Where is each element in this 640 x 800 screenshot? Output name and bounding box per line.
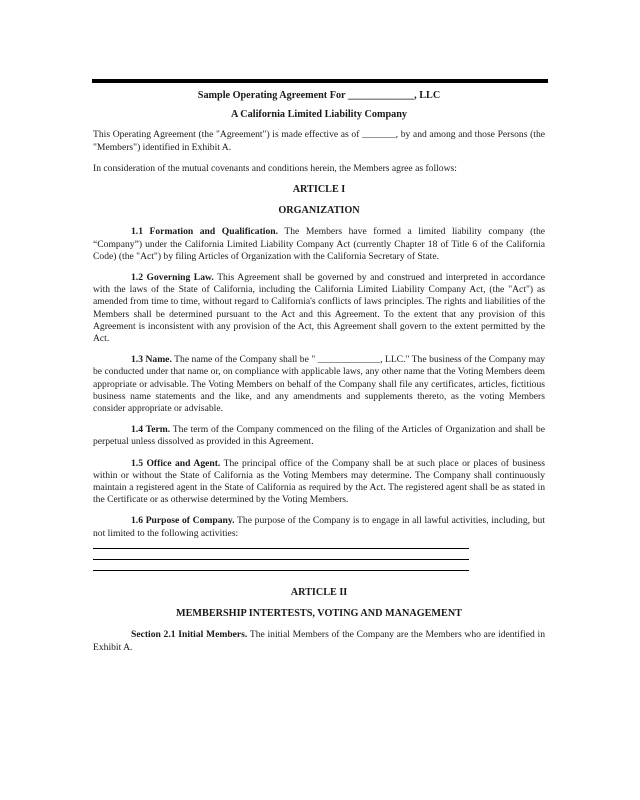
document-title: Sample Operating Agreement For _____________, LLC	[197, 90, 441, 101]
top-rule	[92, 79, 548, 83]
consideration-paragraph: In consideration of the mutual covenants and conditions herein, the Members agree as follows:	[93, 162, 457, 174]
section-heading: 1.6 Purpose of Company.	[131, 515, 235, 527]
article-2-number: ARTICLE II	[290, 586, 348, 598]
blank-line	[93, 570, 469, 571]
section-heading: 1.3 Name.	[131, 354, 172, 366]
section-text: The initial Members of the Company are the Members who are identified in Exhibit A.	[93, 629, 545, 653]
section-heading: 1.2 Governing Law.	[131, 272, 214, 284]
article-2-title: MEMBERSHIP INTERTESTS, VOTING AND MANAGEMENT	[176, 608, 462, 620]
activities-blank-lines	[93, 548, 545, 571]
blank-line	[93, 559, 469, 560]
section-text: This Agreement shall be governed by and construed and interpreted in accordance with the laws of the State of California, including the California Limited Liability Company Act, (the "Act") as amended from time to time, without regard to California's conflicts of laws principles. The rights and liabilities of the Members shall be determined pursuant to the Act and this Agreement. To the extent that any provision of this Agreement is inconsistent with any provision of the Act, this Agreement shall govern to the extent permitted by the Act.	[93, 272, 545, 345]
blank-line	[93, 548, 469, 549]
section-heading: Section 2.1 Initial Members.	[131, 629, 248, 641]
document-subtitle: A California Limited Liability Company	[230, 109, 408, 121]
section-heading: 1.5 Office and Agent.	[131, 457, 221, 469]
section-text: The Members have formed a limited liability company (the “Company”) under the California Limited Liability Company Act (currently Chapter 18 of Title 6 of the California Code) (the "Act") by filing Articles of Organization with the California Secretary of State.	[93, 226, 545, 262]
section-1-6	[93, 515, 545, 539]
article-1-title: ORGANIZATION	[278, 205, 360, 217]
section-text: The principal office of the Company shall be at such place or places of business within or without the State of California as the Voting Members may determine. The Company shall continuously maintain a registered agent in the State of California as required by the Act. The registered agent shall be as stated in the Certificate or as otherwise determined by the Voting Members.	[93, 457, 545, 506]
section-text: The purpose of the Company is to engage in all lawful activities, including, but not limited to the following activities:	[93, 515, 545, 539]
section-1-4	[93, 424, 545, 448]
section-1-3	[93, 354, 545, 415]
section-text: The name of the Company shall be " _____________, LLC." The business of the Company may be conducted under that name or, on compliance with applicable laws, any other name that the Voting Members deem appropriate or advisable. The Voting Members on behalf of the Company shall file any certificates, articles, fictitious business name statements and the like, and any amendments and supplements thereto, as the voting Members consider appropriate or advisable.	[93, 354, 546, 415]
section-text: The term of the Company commenced on the filing of the Articles of Organization and shall be perpetual unless dissolved as provided in this Agreement.	[93, 424, 545, 448]
section-1-5	[93, 458, 545, 507]
section-heading: 1.1 Formation and Qualification.	[131, 226, 278, 238]
article-1-number: ARTICLE I	[292, 184, 346, 196]
document-body	[93, 90, 545, 663]
section-heading: 1.4 Term.	[131, 424, 171, 436]
intro-paragraph: This Operating Agreement (the "Agreement") is made effective as of _______, by and among and those Persons (the "Members") identified in Exhibit A.	[93, 129, 545, 153]
section-1-1	[93, 226, 545, 263]
section-1-2	[93, 272, 545, 345]
section-2-1	[93, 629, 545, 653]
